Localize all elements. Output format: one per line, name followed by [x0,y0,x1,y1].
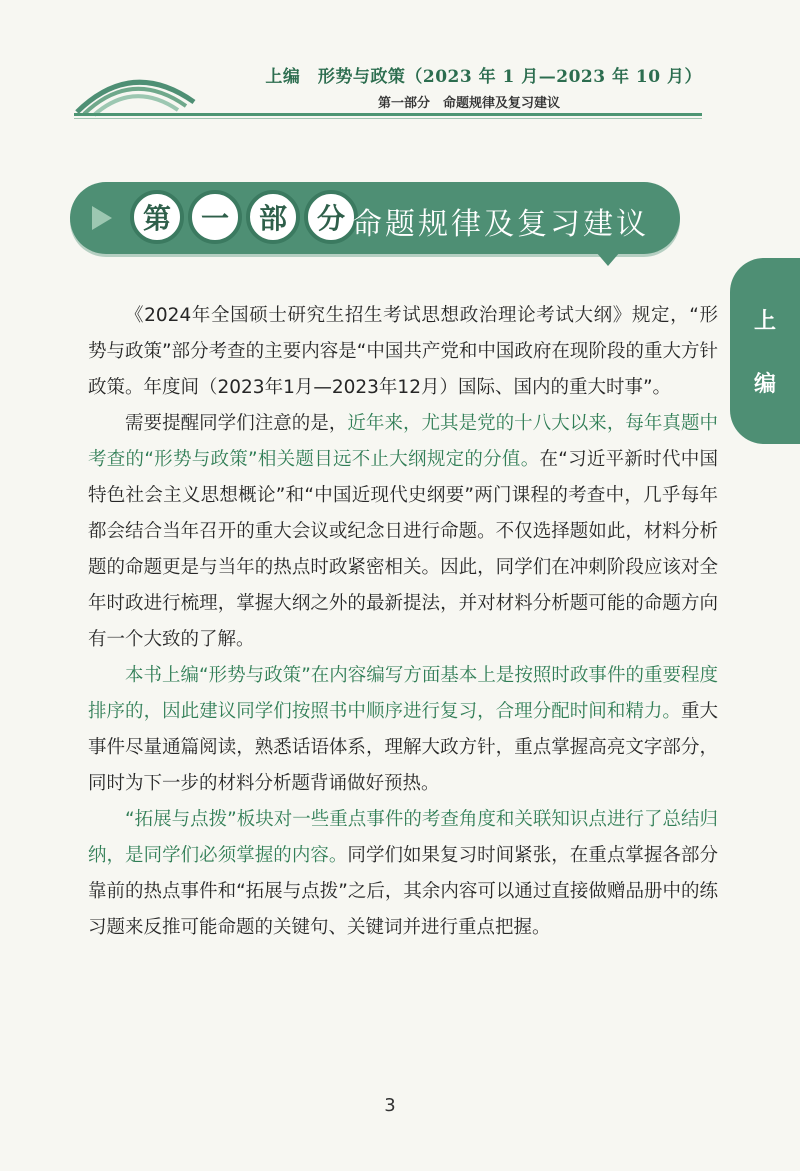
banner-char: 分 [304,190,358,244]
text-run: 同学们如果复习时间紧张，在重点掌握各部分靠前的热点事件和“拓展与点拨”之后，其余内容可以通过直接做赠品册中的练习题来反推可能命题的关键句、关键词并进行重点把握。 [88,845,718,938]
paragraph [88,298,718,406]
paragraph [88,802,718,946]
highlight-text: 本书上编“形势与政策”在内容编写方面基本上是按照时政事件的重要程度排序的，因此建议同学们按照书中顺序进行复习，合理分配时间和精力。 [88,665,718,722]
header-rule [74,113,702,116]
text-run: 在“习近平新时代中国特色社会主义思想概论”和“中国近现代史纲要”两门课程的考查中，几乎每年都会结合当年召开的重大会议或纪念日进行命题。不仅选择题如此，材料分析题的命题更是与当年的热点时政紧密相关。因此，同学们在冲刺阶段应该对全年时政进行梳理，掌握大纲之外的最新提法，并对材料分析题可能的命题方向有一个大致的了解。 [88,449,718,650]
side-tab-char: 上 [753,309,776,334]
header-rule-thin [74,118,702,119]
banner-char: 一 [188,190,242,244]
header-arc-logo [72,60,202,120]
header-title: 上编 形势与政策（2023 年 1 月—2023 年 10 月） [265,67,702,87]
banner-char: 部 [246,190,300,244]
highlight-text: 近年来，尤其是党的十八大以来，每年真题中考查的“形势与政策”相关题目远不止大纲规定的分值。 [88,413,718,470]
play-arrow-icon [92,206,112,230]
header-subtitle: 第一部分 命题规律及复习建议 [377,96,560,111]
text-run: 重大事件尽量通篇阅读，熟悉话语体系，理解大政方针，重点掌握高亮文字部分，同时为下一步的材料分析题背诵做好预热。 [88,701,718,794]
page-number: 3 [384,1095,396,1116]
banner-char-group [130,190,358,244]
paragraph [88,658,718,802]
banner-notch [596,252,620,266]
side-tab [730,258,800,444]
highlight-text: “拓展与点拨”板块对一些重点事件的考查角度和关联知识点进行了总结归纳，是同学们必须掌握的内容。 [88,809,718,866]
banner-char: 第 [130,190,184,244]
section-banner [70,182,680,254]
banner-title: 命题规律及复习建议 [352,207,649,242]
paragraph [88,406,718,658]
text-run: 《2024年全国硕士研究生招生考试思想政治理论考试大纲》规定，“形势与政策”部分考查的主要内容是“中国共产党和中国政府在现阶段的重大方针政策。年度间（2023年1月—2023年12月）国际、国内的重大时事”。 [88,305,718,398]
text-run: 需要提醒同学们注意的是， [125,413,348,434]
side-tab-char: 编 [753,372,776,397]
body-text [88,298,718,946]
